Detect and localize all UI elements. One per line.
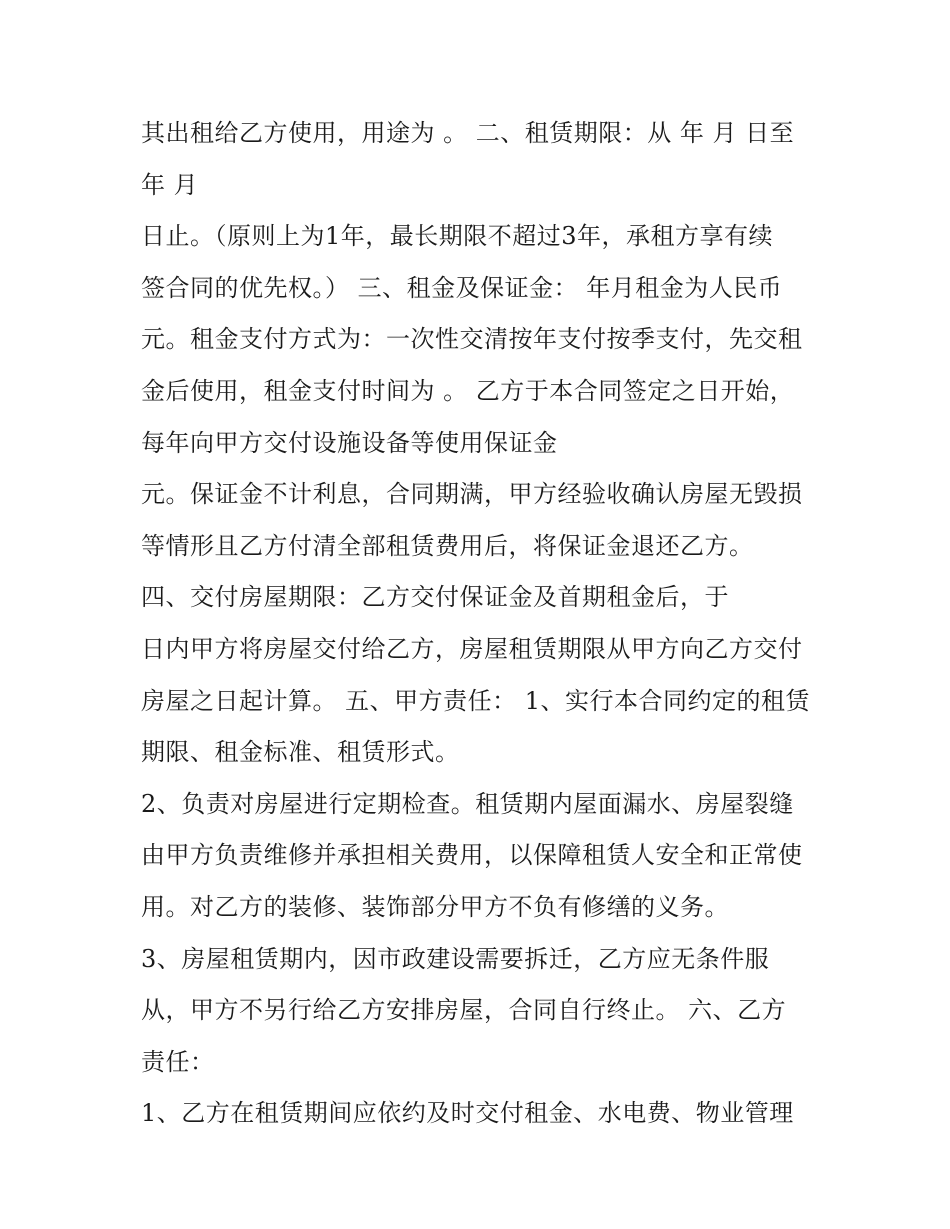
text-line: 期限、租金标准、租赁形式。 bbox=[141, 738, 460, 767]
text-line: 日止。（原则上为1年，最长期限不超过3年，承租方享有续 bbox=[141, 222, 774, 251]
text-line: 年 月 bbox=[141, 170, 199, 199]
text-line: 签合同的优先权。） 三、租金及保证金： 年月租金为人民币 bbox=[141, 273, 783, 302]
text-line: 元。保证金不计利息，合同期满，甲方经验收确认房屋无毁损 bbox=[141, 480, 803, 509]
text-line: 1、乙方在租赁期间应依约及时交付租金、水电费、物业管理 bbox=[141, 1099, 794, 1128]
text-line: 其出租给乙方使用，用途为 。 二、租赁期限：从 年 月 日至 bbox=[141, 119, 795, 147]
text-line: 房屋之日起计算。 五、甲方责任： 1、实行本合同约定的租赁 bbox=[141, 686, 811, 715]
text-line: 用。对乙方的装修、装饰部分甲方不负有修缮的义务。 bbox=[141, 892, 729, 921]
text-line: 2、负责对房屋进行定期检查。租赁期内屋面漏水、房屋裂缝 bbox=[141, 789, 794, 818]
text-line: 每年向甲方交付设施设备等使用保证金 bbox=[141, 428, 558, 457]
text-line: 元。租金支付方式为：一次性交清按年支付按季支付，先交租 bbox=[141, 325, 803, 354]
text-line: 等情形且乙方付清全部租赁费用后，将保证金退还乙方。 bbox=[141, 531, 754, 560]
text-line: 责任： bbox=[141, 1047, 215, 1076]
text-line: 日内甲方将房屋交付给乙方，房屋租赁期限从甲方向乙方交付 bbox=[141, 634, 803, 663]
text-line: 金后使用，租金支付时间为 。 乙方于本合同签定之日开始， bbox=[141, 376, 795, 405]
text-line: 由甲方负责维修并承担相关费用，以保障租赁人安全和正常使 bbox=[141, 841, 803, 870]
text-line: 3、房屋租赁期内，因市政建设需要拆迁，乙方应无条件服 bbox=[141, 944, 770, 973]
text-line: 四、交付房屋期限：乙方交付保证金及首期租金后，于 bbox=[141, 583, 729, 612]
contract-text-body bbox=[141, 108, 841, 1140]
text-line: 从，甲方不另行给乙方安排房屋，合同自行终止。 六、乙方 bbox=[141, 996, 787, 1025]
